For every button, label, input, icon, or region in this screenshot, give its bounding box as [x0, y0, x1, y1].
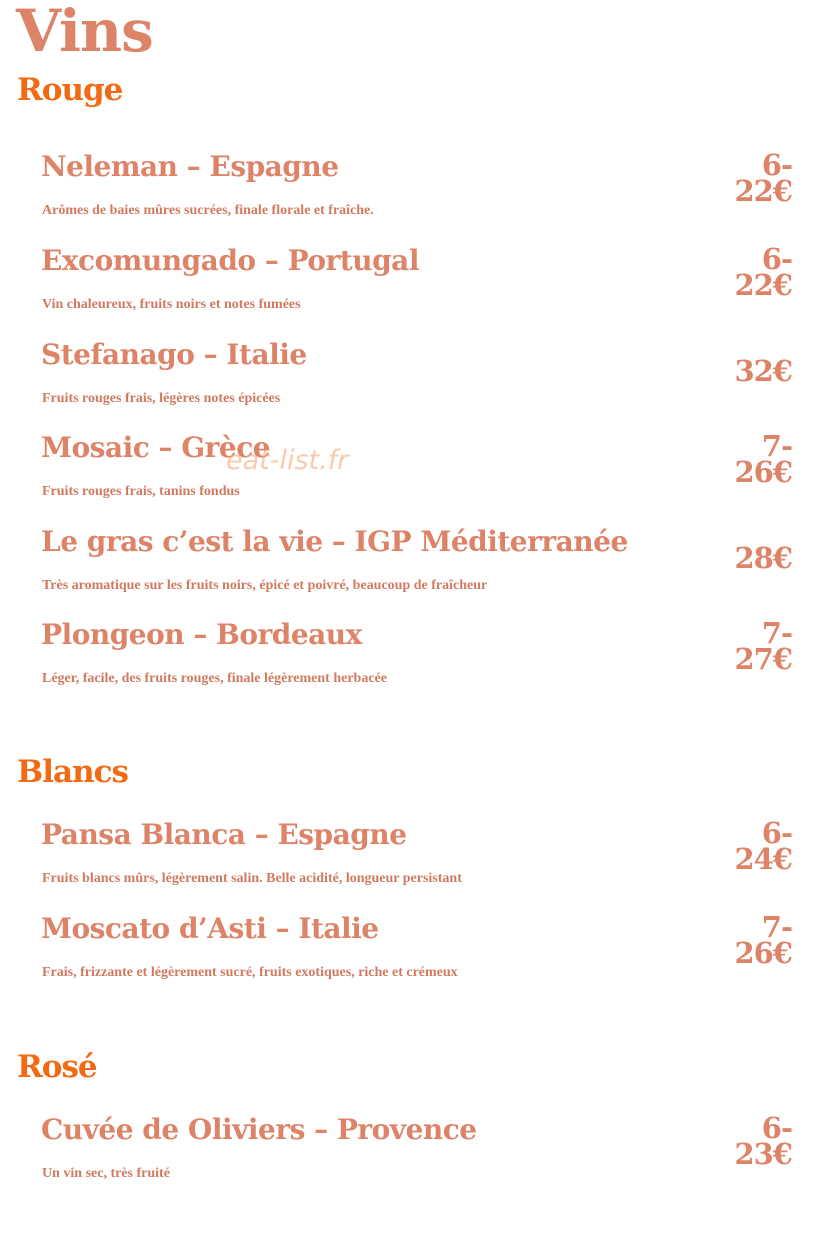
wine-description: Fruits rouges frais, légères notes épicées [42, 391, 281, 406]
wine-item [0, 818, 836, 908]
wine-price: 6- 23€ [734, 1111, 792, 1171]
wine-name: Stefanago – Italie [41, 338, 307, 371]
page-title: Vins [16, 0, 153, 65]
section-heading-rouge: Rouge [17, 72, 123, 108]
wine-description: Vin chaleureux, fruits noirs et notes fumées [42, 297, 301, 312]
wine-item [0, 431, 836, 521]
wine-name: Cuvée de Oliviers – Provence [41, 1113, 477, 1146]
wine-item [0, 244, 836, 334]
wine-price: 7- 27€ [734, 616, 792, 676]
section-heading-rose: Rosé [17, 1049, 97, 1085]
wine-price: 6- 22€ [734, 148, 792, 208]
wine-item [0, 525, 836, 615]
wine-name: Le gras c’est la vie – IGP Méditerranée [41, 525, 628, 558]
wine-description: Frais, frizzante et légèrement sucré, fruits exotiques, riche et crémeux [42, 965, 458, 980]
wine-description: Très aromatique sur les fruits noirs, épicé et poivré, beaucoup de fraîcheur [42, 578, 488, 593]
wine-description: Fruits blancs mûrs, légèrement salin. Belle acidité, longueur persistant [42, 871, 462, 886]
wine-name: Pansa Blanca – Espagne [41, 818, 407, 851]
wine-description: Un vin sec, très fruité [42, 1166, 170, 1181]
wine-item [0, 150, 836, 240]
section-heading-blancs: Blancs [17, 754, 128, 790]
wine-price: 6- 24€ [734, 816, 792, 876]
wine-price: 6- 22€ [734, 242, 792, 302]
wine-price: 7- 26€ [734, 910, 792, 970]
wine-name: Moscato d’Asti – Italie [41, 912, 379, 945]
wine-price: 7- 26€ [734, 429, 792, 489]
wine-item [0, 338, 836, 428]
wine-item [0, 618, 836, 708]
wine-description: Fruits rouges frais, tanins fondus [42, 484, 240, 499]
wine-price: 32€ [734, 354, 792, 388]
wine-name: Excomungado – Portugal [41, 244, 419, 277]
wine-item [0, 912, 836, 1002]
wine-name: Mosaic – Grèce [41, 431, 271, 464]
wine-description: Arômes de baies mûres sucrées, finale florale et fraîche. [42, 203, 374, 218]
wine-item [0, 1113, 836, 1203]
wine-price: 28€ [734, 541, 792, 575]
wine-name: Plongeon – Bordeaux [41, 618, 362, 651]
wine-description: Léger, facile, des fruits rouges, finale légèrement herbacée [42, 671, 387, 686]
wine-name: Neleman – Espagne [41, 150, 339, 183]
watermark: eat-list.fr [226, 445, 349, 476]
